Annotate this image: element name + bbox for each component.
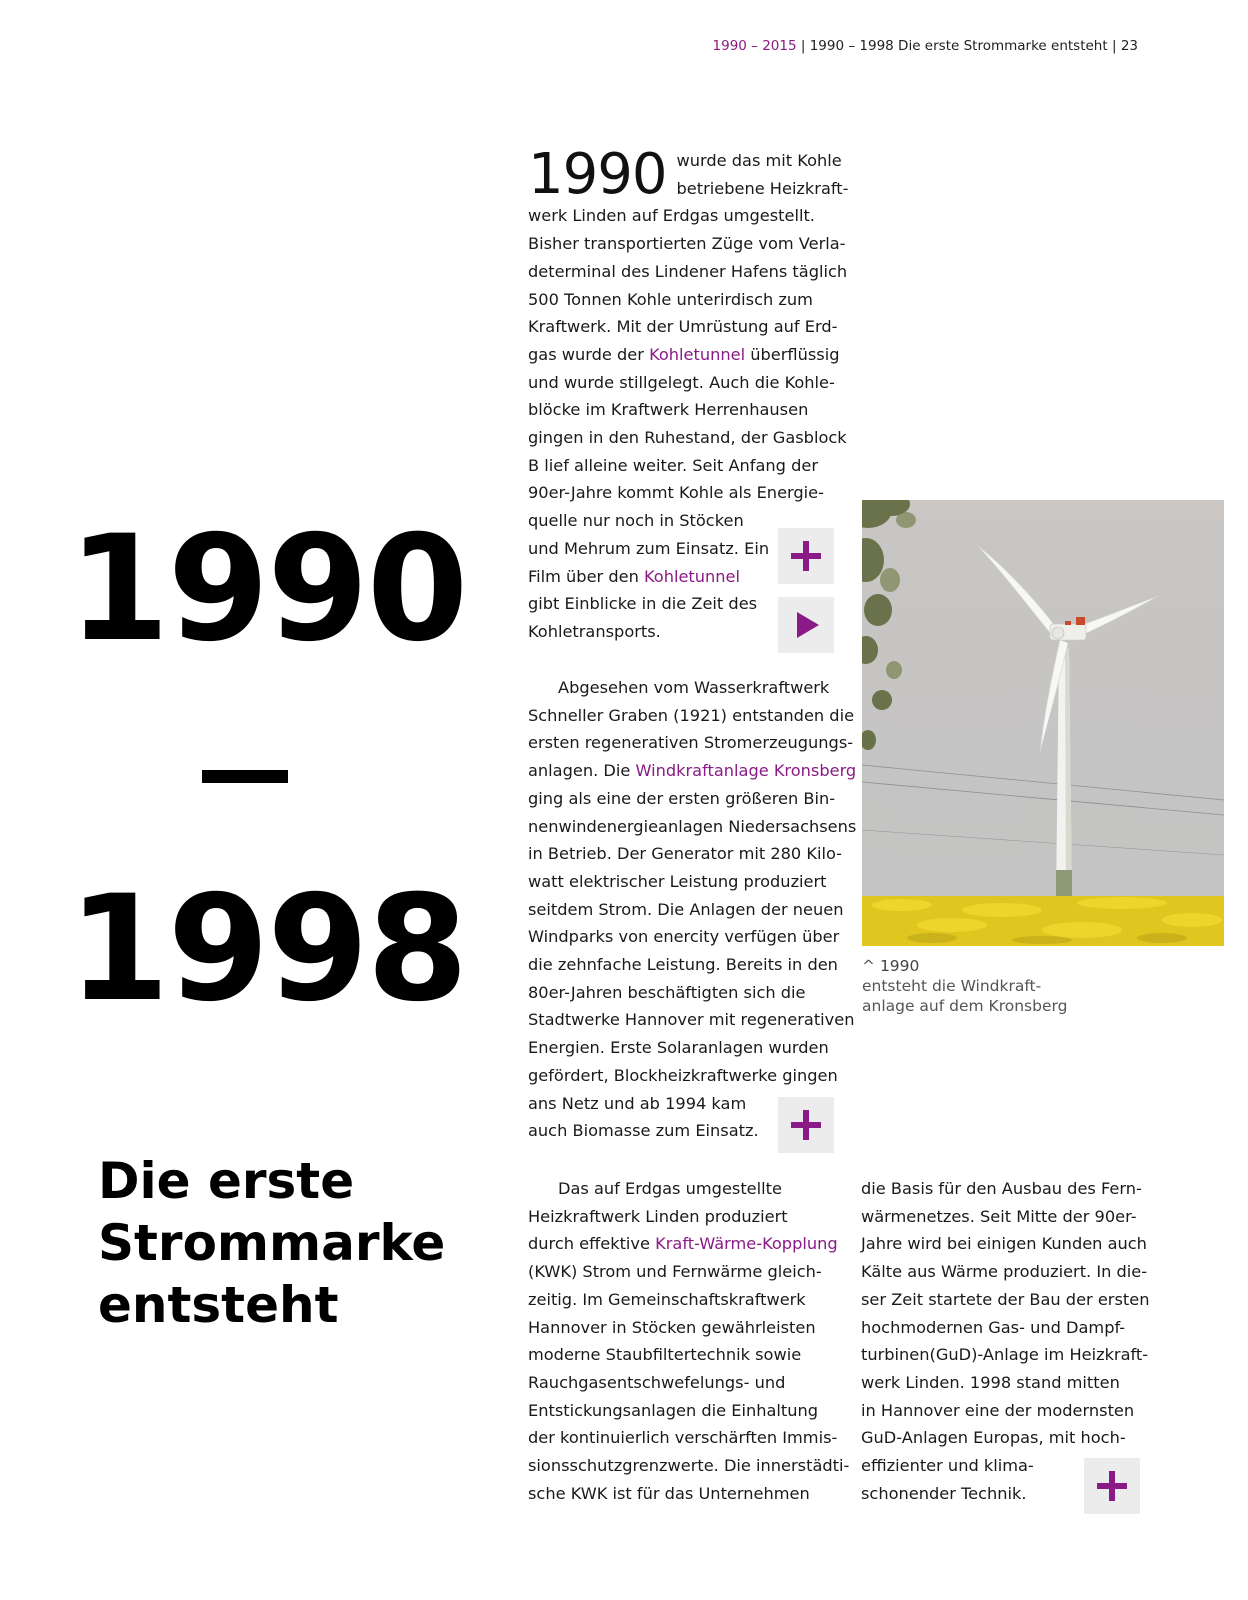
text-line: der kontinuierlich verschärften Immis- bbox=[528, 1428, 838, 1448]
text-line: gingen in den Ruhestand, der Gasblock bbox=[528, 428, 847, 448]
text-line: Hannover in Stöcken gewährleisten bbox=[528, 1317, 816, 1337]
play-icon bbox=[797, 612, 819, 638]
plus-icon bbox=[791, 541, 821, 571]
wind-turbine-photo bbox=[862, 500, 1224, 946]
text-line: ans Netz und ab 1994 kam bbox=[528, 1093, 747, 1113]
text-line: watt elektrischer Leistung produziert bbox=[528, 871, 827, 891]
text-line: gefördert, Blockheizkraftwerke gingen bbox=[528, 1065, 838, 1085]
text-segment: durch effektive bbox=[528, 1234, 656, 1254]
link-kraft-waerme-kopplung[interactable]: Kraft-Wärme-Kopplung bbox=[655, 1234, 838, 1254]
text-line: Rauchgasentschwefelungs- und bbox=[528, 1372, 786, 1392]
text-line: determinal des Lindener Hafens täglich bbox=[528, 261, 848, 281]
text-line: hochmodernen Gas- und Dampf- bbox=[861, 1317, 1126, 1337]
text-line: die Basis für den Ausbau des Fern- bbox=[861, 1179, 1142, 1198]
text-line: zeitig. Im Gemeinschaftskraftwerk bbox=[528, 1289, 806, 1309]
text-line: in Betrieb. Der Generator mit 280 Kilo- bbox=[528, 844, 843, 864]
text-line: effizienter und klima- bbox=[861, 1456, 1034, 1476]
text-line bbox=[528, 757, 857, 785]
text-line bbox=[528, 674, 848, 702]
text-line: quelle nur noch in Stöcken bbox=[528, 511, 744, 531]
header-chapter: 1990 – 1998 Die erste Strommarke entsteht bbox=[809, 38, 1108, 54]
text-line: ersten regenerativen Stromerzeugungs- bbox=[528, 733, 854, 753]
plus-icon bbox=[1097, 1471, 1127, 1501]
text-line: Stadtwerke Hannover mit regenerativen bbox=[528, 1010, 855, 1030]
text-segment: anlagen. Die bbox=[528, 761, 636, 781]
text-line: Windparks von enercity verfügen über bbox=[528, 927, 840, 947]
headline-line: entsteht bbox=[98, 1276, 339, 1334]
text-line: Kälte aus Wärme produziert. In die- bbox=[861, 1262, 1148, 1282]
text-line: Schneller Graben (1921) entstanden die bbox=[528, 705, 855, 725]
text-line: in Hannover eine der modernsten bbox=[861, 1400, 1135, 1420]
text-line: sionsschutzgrenzwerte. Die innerstädti- bbox=[528, 1456, 850, 1476]
text-line: werk Linden auf Erdgas umgestellt. bbox=[528, 206, 815, 226]
text-line bbox=[528, 1230, 848, 1258]
text-line: GuD-Anlagen Europas, mit hoch- bbox=[861, 1428, 1126, 1448]
text-line: wurde das mit Kohle bbox=[676, 151, 842, 170]
expand-button[interactable] bbox=[778, 528, 834, 584]
page-headline bbox=[98, 1150, 498, 1336]
article-paragraph-3 bbox=[528, 1175, 848, 1507]
text-line bbox=[528, 341, 848, 369]
hero-year-end: 1998 bbox=[68, 864, 467, 1034]
text-line: blöcke im Kraftwerk Herrenhausen bbox=[528, 400, 809, 420]
page-number: 23 bbox=[1120, 38, 1138, 54]
link-kohletunnel[interactable]: Kohletunnel bbox=[649, 344, 746, 364]
header-separator: | bbox=[1111, 38, 1117, 54]
text-line: schonender Technik. bbox=[861, 1483, 1027, 1503]
text-segment: Film über den bbox=[528, 566, 644, 586]
text-line: ging als eine der ersten größeren Bin- bbox=[528, 788, 836, 808]
text-line: Energien. Erste Solaranlagen wurden bbox=[528, 1038, 829, 1058]
text-line: 90er-Jahre kommt Kohle als Energie- bbox=[528, 483, 824, 503]
headline-line: Strommarke bbox=[98, 1214, 446, 1272]
text-line: werk Linden. 1998 stand mitten bbox=[861, 1372, 1120, 1392]
text-line bbox=[528, 1175, 848, 1203]
text-segment: überflüssig bbox=[745, 344, 840, 364]
link-kohletunnel-film[interactable]: Kohletunnel bbox=[643, 566, 740, 586]
text-line: sche KWK ist für das Unternehmen bbox=[528, 1483, 810, 1503]
text-line: 500 Tonnen Kohle unterirdisch zum bbox=[528, 289, 813, 309]
text-line: gibt Einblicke in die Zeit des bbox=[528, 594, 758, 614]
text-line: moderne Staubfiltertechnik sowie bbox=[528, 1345, 802, 1365]
caption-year: 1990 bbox=[879, 957, 920, 975]
text-line: die zehnfache Leistung. Bereits in den bbox=[528, 955, 838, 975]
text-line: Kohletransports. bbox=[528, 621, 661, 641]
caption-line: entsteht die Windkraft- bbox=[862, 977, 1042, 995]
link-windkraftanlage-kronsberg[interactable]: Windkraftanlage Kronsberg bbox=[635, 761, 857, 781]
text-line: wärmenetzes. Seit Mitte der 90er- bbox=[861, 1206, 1137, 1226]
caption-arrow-icon: ^ bbox=[862, 957, 875, 975]
text-line: und Mehrum zum Einsatz. Ein bbox=[528, 538, 770, 558]
plus-icon bbox=[791, 1110, 821, 1140]
play-video-button[interactable] bbox=[778, 597, 834, 653]
text-line: auch Biomasse zum Einsatz. bbox=[528, 1121, 759, 1141]
header-separator: | bbox=[800, 38, 806, 54]
text-line: ser Zeit startete der Bau der ersten bbox=[861, 1289, 1150, 1309]
expand-button[interactable] bbox=[1084, 1458, 1140, 1514]
text-line: und wurde stillgelegt. Auch die Kohle- bbox=[528, 372, 835, 392]
text-line: (KWK) Strom und Fernwärme gleich- bbox=[528, 1262, 822, 1282]
photo-caption bbox=[862, 956, 1162, 1016]
text-line: nenwindenergieanlagen Niedersachsens bbox=[528, 816, 857, 836]
text-segment: Abgesehen vom Wasserkraftwerk bbox=[558, 678, 830, 697]
text-line: 80er-Jahren beschäftigten sich die bbox=[528, 982, 806, 1002]
caption-title bbox=[862, 956, 1162, 976]
text-segment: gas wurde der bbox=[528, 344, 650, 364]
text-line: Heizkraftwerk Linden produziert bbox=[528, 1206, 788, 1226]
headline-line: Die erste bbox=[98, 1152, 355, 1210]
text-segment: Das auf Erdgas umgestellte bbox=[558, 1179, 782, 1198]
text-line: Jahre wird bei einigen Kunden auch bbox=[861, 1234, 1147, 1254]
header-section: 1990 – 2015 bbox=[712, 38, 797, 54]
caption-line: anlage auf dem Kronsberg bbox=[862, 997, 1068, 1015]
dropcap-year: 1990 bbox=[528, 142, 667, 207]
text-line: seitdem Strom. Die Anlagen der neuen bbox=[528, 899, 844, 919]
article-paragraph-2 bbox=[528, 674, 857, 1145]
text-line: Bisher transportierten Züge vom Verla- bbox=[528, 234, 846, 254]
text-line: betriebene Heizkraft- bbox=[676, 178, 849, 198]
text-line: Kraftwerk. Mit der Umrüstung auf Erd- bbox=[528, 317, 838, 337]
hero-dash bbox=[202, 770, 288, 783]
text-line: turbinen(GuD)-Anlage im Heizkraft- bbox=[861, 1345, 1149, 1365]
page-header bbox=[713, 38, 1138, 54]
text-line: B lief alleine weiter. Seit Anfang der bbox=[528, 455, 818, 475]
expand-button[interactable] bbox=[778, 1097, 834, 1153]
hero-year-start: 1990 bbox=[68, 504, 467, 674]
text-line: Entstickungsanlagen die Einhaltung bbox=[528, 1400, 819, 1420]
